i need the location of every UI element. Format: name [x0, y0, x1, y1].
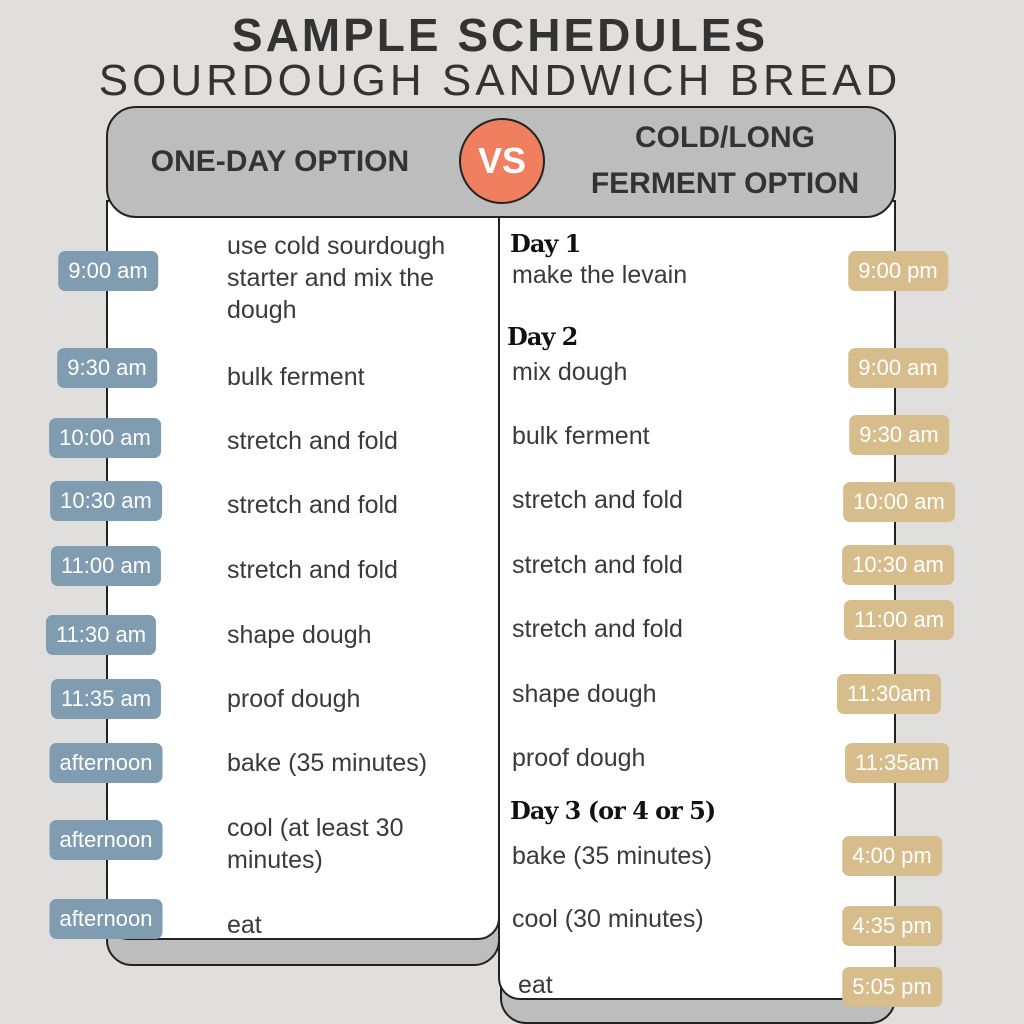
task-text: bulk ferment: [512, 422, 650, 450]
time-badge: 9:30 am: [849, 415, 949, 455]
task-text: stretch and fold: [512, 615, 683, 643]
one-day-heading: ONE-DAY OPTION: [150, 145, 410, 178]
time-badge: afternoon: [50, 899, 163, 939]
time-badge: 10:00 am: [49, 418, 161, 458]
time-badge: 11:00 am: [844, 600, 954, 640]
time-badge: afternoon: [50, 820, 163, 860]
time-badge: 9:00 am: [848, 348, 948, 388]
task-text: shape dough: [227, 621, 372, 649]
cold-ferment-card: [498, 200, 896, 1000]
task-text: bake (35 minutes): [512, 842, 713, 870]
time-badge: afternoon: [50, 743, 163, 783]
task-text: stretch and fold: [227, 427, 398, 455]
cold-ferment-heading-line1: COLD/LONG: [635, 121, 815, 154]
time-badge: 4:35 pm: [842, 906, 942, 946]
task-text: stretch and fold: [227, 491, 398, 519]
task-text: mix dough: [512, 358, 628, 386]
time-badge: 11:35am: [845, 743, 949, 783]
task-text: proof dough: [227, 685, 361, 713]
time-badge: 4:00 pm: [842, 836, 942, 876]
task-text: cool (30 minutes): [512, 905, 704, 933]
time-badge: 11:30 am: [46, 615, 156, 655]
task-text: eat: [518, 971, 553, 999]
page-subtitle: SOURDOUGH SANDWICH BREAD: [98, 56, 902, 105]
day-heading: Day 3 (or 4 or 5): [510, 796, 716, 825]
time-badge: 11:35 am: [51, 679, 161, 719]
time-badge: 10:30 am: [842, 545, 954, 585]
time-badge: 10:00 am: [843, 482, 955, 522]
time-badge: 10:30 am: [50, 481, 162, 521]
vs-badge: VS: [459, 118, 545, 204]
task-text: proof dough: [512, 744, 646, 772]
time-badge: 11:00 am: [51, 546, 161, 586]
task-text: bulk ferment: [227, 363, 365, 391]
task-text: shape dough: [512, 680, 657, 708]
day-heading: Day 1: [510, 229, 581, 258]
time-badge: 9:00 am: [58, 251, 158, 291]
task-text: cool (at least 30 minutes): [227, 814, 404, 874]
task-text: bake (35 minutes): [227, 749, 428, 777]
task-text: eat: [227, 911, 262, 939]
task-text: stretch and fold: [512, 551, 683, 579]
task-text: stretch and fold: [512, 486, 683, 514]
time-badge: 9:30 am: [57, 348, 157, 388]
time-badge: 11:30am: [837, 674, 941, 714]
page-title: SAMPLE SCHEDULES: [231, 9, 769, 61]
task-text: stretch and fold: [227, 556, 398, 584]
task-text: make the levain: [512, 261, 688, 289]
time-badge: 5:05 pm: [842, 967, 942, 1007]
day-heading: Day 2: [507, 322, 578, 351]
time-badge: 9:00 pm: [848, 251, 948, 291]
task-text: use cold sourdough starter and mix the dough: [227, 232, 446, 324]
cold-ferment-heading-line2: FERMENT OPTION: [590, 167, 860, 200]
